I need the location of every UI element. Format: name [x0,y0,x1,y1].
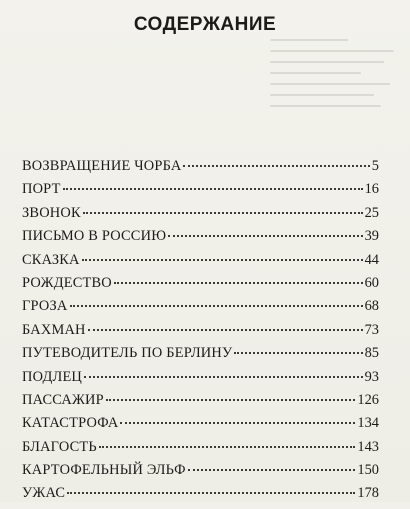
toc-entry-page-number: 60 [364,274,379,291]
dot-leader [188,469,356,471]
dot-leader [70,305,363,307]
toc-entry-title: ГРОЗА [22,298,68,315]
toc-entry-title: РОЖДЕСТВО [22,274,112,291]
toc-entry [22,181,379,204]
dot-leader [106,399,356,401]
toc-entry-title: ЗВОНОК [22,204,81,221]
toc-entry [22,275,379,298]
toc-entry [22,298,379,321]
dot-leader [183,165,369,167]
toc-entry [22,252,379,275]
toc-entry [22,369,379,392]
toc-entry-title: ПОРТ [22,181,61,198]
toc-entry-title: СКАЗКА [22,251,80,268]
dot-leader [168,235,362,237]
toc-entry [22,205,379,228]
toc-entry-title: ПАССАЖИР [22,391,104,408]
toc-entry-page-number: 126 [357,391,379,408]
toc-entry [22,462,379,485]
dot-leader [83,212,363,214]
toc-entry-page-number: 150 [357,462,379,479]
page-title: СОДЕРЖАНИЕ [133,14,277,35]
dot-leader [88,329,363,331]
toc-entry-title: БАХМАН [22,321,86,338]
dot-leader [84,376,363,378]
dot-leader [114,282,363,284]
table-of-contents [22,158,379,509]
toc-entry-page-number: 73 [364,321,379,338]
toc-entry [22,158,379,181]
toc-entry-title: КАРТОФЕЛЬНЫЙ ЭЛЬФ [22,462,186,479]
toc-entry-page-number: 178 [357,485,379,502]
toc-entry-page-number: 68 [364,298,379,315]
toc-entry-page-number: 5 [371,158,379,174]
dot-leader [234,352,362,354]
toc-entry-page-number: 16 [364,181,379,198]
dot-leader [82,259,363,261]
toc-entry-title: ПОДЛЕЦ [22,368,83,385]
toc-entry-title: КАТАСТРОФА [22,415,119,432]
toc-entry-page-number: 143 [357,438,379,455]
toc-entry-title: УЖАС [22,485,66,502]
toc-entry-page-number: 93 [364,368,379,385]
toc-entry-page-number: 134 [357,415,379,432]
toc-entry [22,345,379,368]
dot-leader [63,188,363,190]
dot-leader [99,446,356,448]
toc-entry [22,439,379,462]
toc-entry-page-number: 39 [364,228,379,245]
toc-entry-title: БЛАГОСТЬ [22,438,97,455]
toc-entry-page-number: 25 [364,204,379,221]
show-through-text [270,30,400,140]
toc-entry [22,228,379,251]
toc-entry [22,485,379,508]
toc-entry-title: ПИСЬМО В РОССИЮ [22,228,167,245]
toc-entry [22,322,379,345]
toc-entry-page-number: 44 [364,251,379,268]
toc-entry [22,392,379,415]
toc-entry-page-number: 85 [364,345,379,362]
dot-leader [120,422,355,424]
toc-entry [22,415,379,438]
dot-leader [67,492,355,494]
toc-entry-title: ВОЗВРАЩЕНИЕ ЧОРБА [22,158,182,174]
toc-entry-title: ПУТЕВОДИТЕЛЬ ПО БЕРЛИНУ [22,345,233,362]
